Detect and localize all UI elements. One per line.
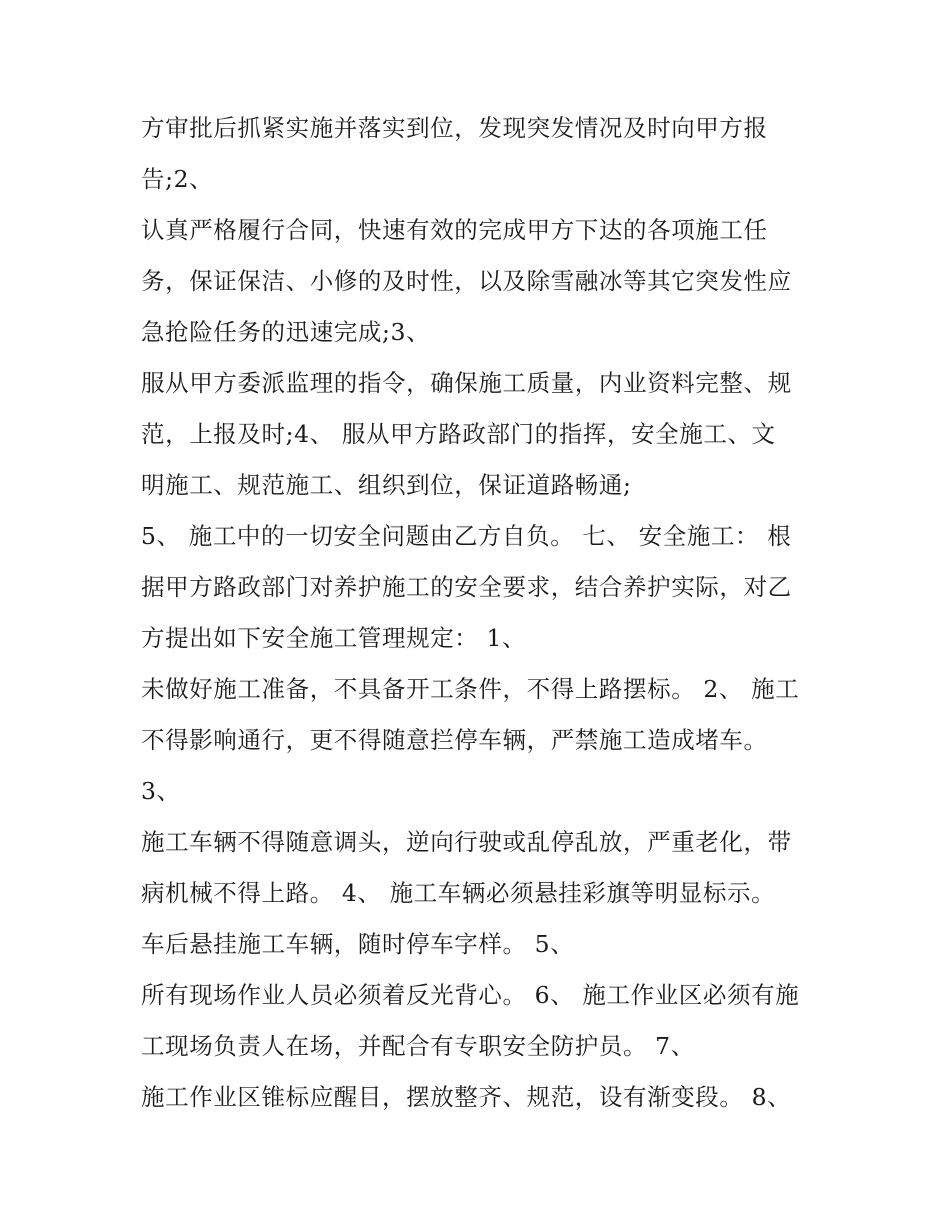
text-line: 方审批后抓紧实施并落实到位，发现突发情况及时向甲方报 [141, 114, 768, 142]
text-line: 施工车辆不得随意调头，逆向行驶或乱停乱放，严重老化，带 [141, 828, 792, 856]
text-line: 不得影响通行，更不得随意拦停车辆，严禁施工造成堵车。 [141, 726, 768, 754]
text-line: 据甲方路政部门对养护施工的安全要求，结合养护实际，对乙 [141, 573, 792, 601]
body-text [141, 103, 821, 1123]
text-line: 施工作业区锥标应醒目，摆放整齐、规范，设有渐变段。 8、 [141, 1083, 792, 1111]
text-line: 服从甲方委派监理的指令，确保施工质量，内业资料完整、规 [141, 369, 792, 397]
text-line: 3、 [141, 777, 181, 805]
text-line: 务，保证保洁、小修的及时性，以及除雪融冰等其它突发性应 [141, 267, 792, 295]
text-line: 范，上报及时;4、 服从甲方路政部门的指挥，安全施工、文 [141, 420, 776, 448]
text-line: 认真严格履行合同，快速有效的完成甲方下达的各项施工任 [141, 216, 768, 244]
text-line: 5、 施工中的一切安全问题由乙方自负。 七、 安全施工： 根 [141, 522, 792, 550]
text-line: 方提出如下安全施工管理规定： 1、 [141, 624, 527, 652]
text-line: 急抢险任务的迅速完成;3、 [141, 318, 431, 346]
text-line: 未做好施工准备，不具备开工条件，不得上路摆标。 2、 施工 [141, 675, 800, 703]
text-line: 所有现场作业人员必须着反光背心。 6、 施工作业区必须有施 [141, 981, 800, 1009]
text-line: 明施工、规范施工、组织到位，保证道路畅通; [141, 471, 632, 499]
text-line: 病机械不得上路。 4、 施工车辆必须悬挂彩旗等明显标示。 [141, 879, 776, 907]
text-line: 告;2、 [141, 165, 214, 193]
text-line: 车后悬挂施工车辆，随时停车字样。 5、 [141, 930, 575, 958]
text-line: 工现场负责人在场，并配合有专职安全防护员。 7、 [141, 1032, 695, 1060]
